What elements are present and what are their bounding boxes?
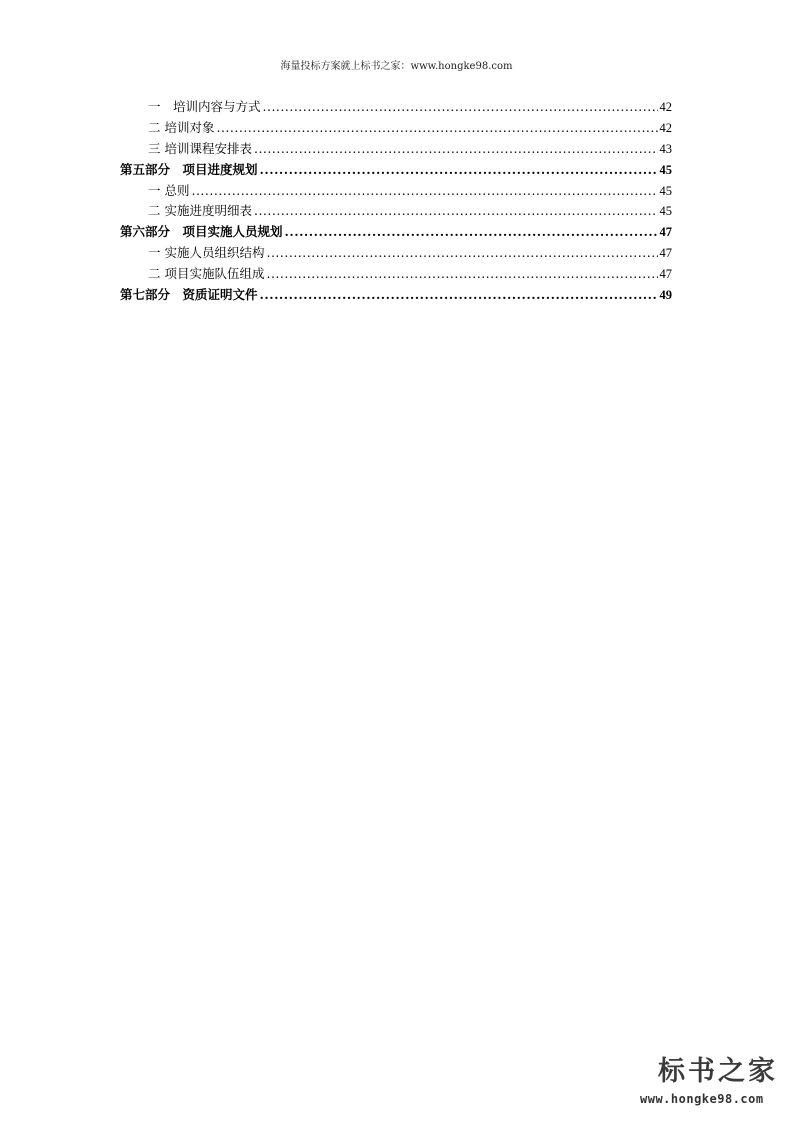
toc-entry-title: 二 实施进度明细表 (148, 203, 252, 219)
toc-leader-dots (266, 264, 657, 285)
toc-entry-page: 47 (659, 267, 672, 282)
toc-entry-page: 45 (659, 183, 672, 198)
table-of-contents (120, 97, 672, 306)
toc-leader-dots (263, 97, 658, 118)
toc-leader-dots (191, 181, 657, 202)
logo-url: www.hongke98.com (640, 1092, 764, 1106)
toc-leader-dots (216, 118, 657, 139)
toc-entry-page: 47 (659, 225, 672, 240)
toc-entry[interactable] (120, 97, 672, 118)
toc-leader-dots (285, 222, 658, 243)
toc-leader-dots (260, 160, 658, 181)
toc-part-entry[interactable] (120, 160, 672, 181)
toc-entry-title: 二 项目实施队伍组成 (148, 266, 265, 282)
toc-entry-page: 49 (659, 288, 672, 303)
toc-entry[interactable] (120, 139, 672, 160)
toc-entry-title: 第六部分 项目实施人员规划 (120, 224, 283, 240)
toc-entry-title: 二 培训对象 (148, 119, 215, 135)
toc-entry-page: 42 (659, 100, 672, 114)
toc-entry[interactable] (120, 264, 672, 285)
toc-entry[interactable] (120, 201, 672, 222)
toc-entry-title: 第七部分 资质证明文件 (120, 287, 258, 303)
toc-entry-page: 45 (659, 204, 672, 219)
page-header: 海量投标方案就上标书之家：www.hongke98.com (280, 61, 513, 72)
toc-entry-page: 42 (659, 120, 672, 135)
toc-leader-dots (254, 139, 658, 160)
toc-entry-page: 45 (659, 162, 672, 177)
toc-entry[interactable] (120, 118, 672, 139)
logo-title: 标书之家 (658, 1056, 778, 1087)
toc-part-entry[interactable] (120, 222, 672, 243)
toc-entry[interactable] (120, 243, 672, 264)
toc-part-entry[interactable] (120, 285, 672, 306)
toc-entry-title: 一 实施人员组织结构 (148, 245, 265, 261)
toc-entry[interactable] (120, 181, 672, 202)
watermark-logo (636, 1056, 786, 1116)
toc-entry-title: 三 培训课程安排表 (148, 140, 252, 156)
toc-leader-dots (260, 285, 658, 306)
toc-entry-title: 第五部分 项目进度规划 (120, 161, 258, 177)
toc-entry-page: 47 (659, 246, 672, 261)
toc-leader-dots (254, 201, 658, 222)
toc-leader-dots (266, 243, 657, 264)
toc-entry-title: 一 培训内容与方式 (148, 99, 261, 114)
toc-entry-page: 43 (659, 141, 672, 156)
toc-entry-title: 一 总则 (148, 182, 190, 198)
